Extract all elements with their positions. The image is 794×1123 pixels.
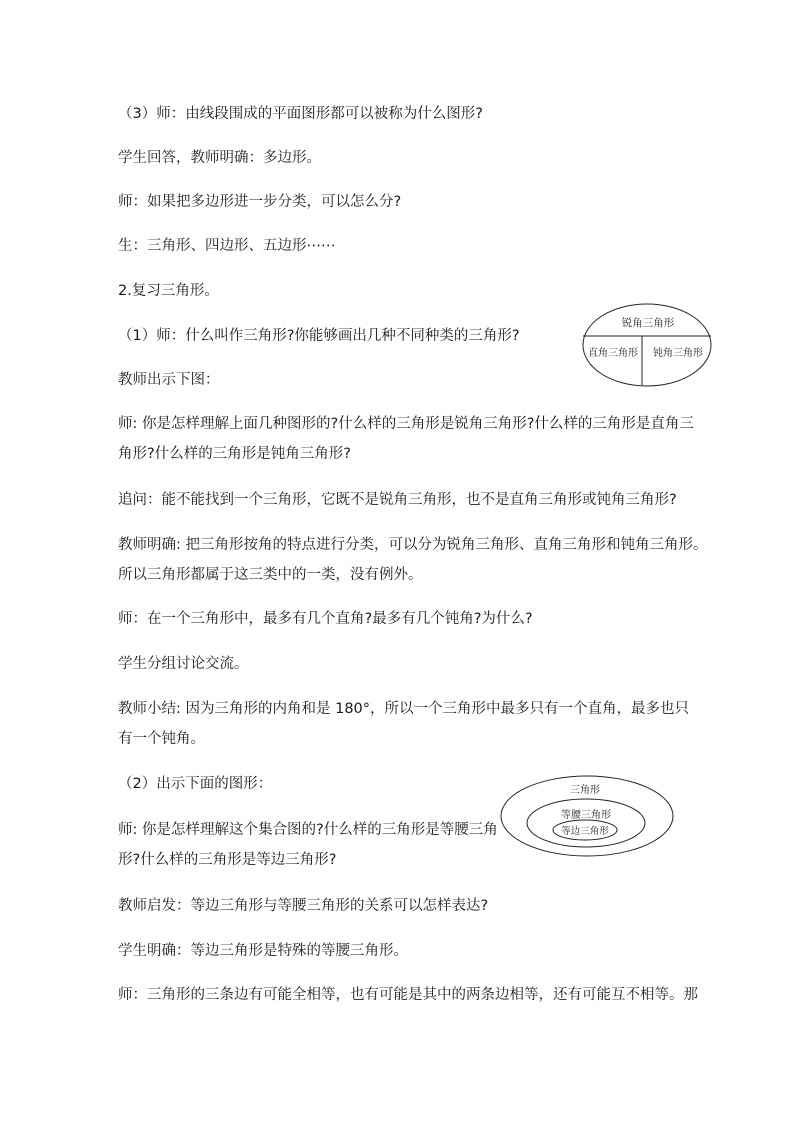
paragraph-2: 学生回答，教师明确：多边形。 [118, 150, 321, 166]
paragraph-12: 所以三角形都属于这三类中的一类，没有例外。 [118, 567, 423, 583]
isosceles-set-label: 等腰三角形 [561, 810, 611, 821]
paragraph-16: 有一个钝角。 [118, 731, 205, 747]
triangle-classification-diagram [580, 300, 716, 390]
paragraph-6: （1）师：什么叫作三角形?你能够画出几种不同种类的三角形? [118, 328, 520, 344]
paragraph-21: 学生明确：等边三角形是特殊的等腰三角形。 [118, 943, 408, 959]
paragraph-3: 师：如果把多边形进一步分类，可以怎么分? [118, 194, 402, 210]
paragraph-15: 教师小结: 因为三角形的内角和是 180°，所以一个三角形中最多只有一个直角，最多也只 [118, 701, 690, 717]
paragraph-19: 形?什么样的三角形是等边三角形? [118, 852, 337, 868]
equilateral-set-label: 等边三角形 [561, 826, 609, 837]
paragraph-13: 师：在一个三角形中，最多有几个直角?最多有几个钝角?为什么? [118, 611, 533, 627]
paragraph-14: 学生分组讨论交流。 [118, 656, 249, 672]
paragraph-20: 教师启发：等边三角形与等腰三角形的关系可以怎样表达? [118, 898, 489, 914]
obtuse-triangle-label: 钝角三角形 [653, 348, 703, 359]
paragraph-10: 追问：能不能找到一个三角形，它既不是锐角三角形，也不是直角三角形或钝角三角形? [118, 492, 677, 508]
paragraph-7: 教师出示下图： [118, 372, 220, 388]
acute-triangle-label: 锐角三角形 [621, 317, 675, 329]
triangle-set-diagram [498, 772, 678, 862]
paragraph-1: （3）师：由线段围成的平面图形都可以被称为什么图形? [118, 106, 483, 122]
paragraph-11: 教师明确: 把三角形按角的特点进行分类，可以分为锐角三角形、直角三角形和钝角三角形。 [118, 537, 708, 553]
right-triangle-label: 直角三角形 [588, 348, 638, 359]
paragraph-5: 2.复习三角形。 [118, 283, 219, 299]
triangle-set-label: 三角形 [570, 785, 600, 796]
paragraph-8: 师: 你是怎样理解上面几种图形的?什么样的三角形是锐角三角形?什么样的三角形是直角三 [118, 416, 694, 432]
paragraph-17: （2）出示下面的图形： [118, 776, 273, 792]
paragraph-22: 师：三角形的三条边有可能全相等，也有可能是其中的两条边相等，还有可能互不相等。那 [118, 987, 698, 1003]
paragraph-4: 生：三角形、四边形、五边形⋯⋯ [118, 238, 336, 254]
paragraph-9: 角形?什么样的三角形是钝角三角形? [118, 446, 351, 462]
paragraph-18: 师: 你是怎样理解这个集合图的?什么样的三角形是等腰三角 [118, 822, 498, 838]
